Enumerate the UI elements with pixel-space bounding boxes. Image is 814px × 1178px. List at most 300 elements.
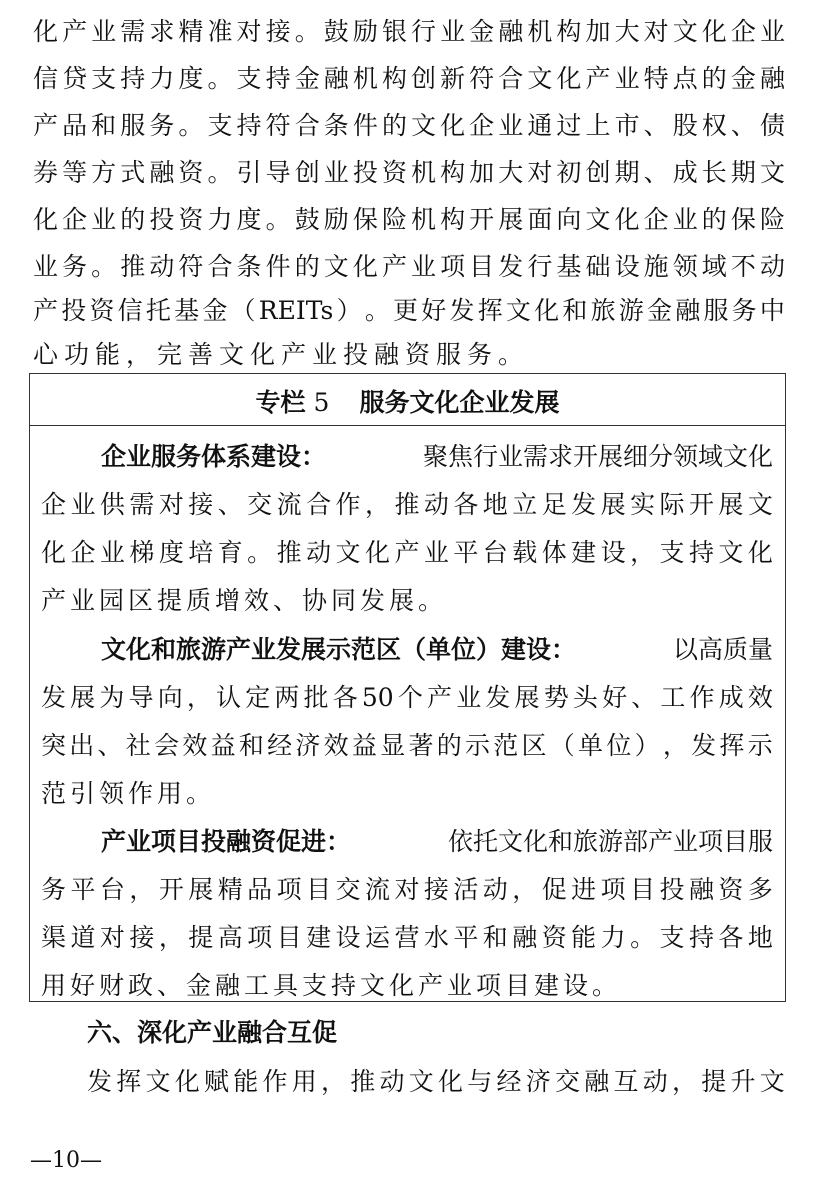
- glyph: 游: [618, 296, 644, 325]
- glyph: 开: [688, 490, 714, 519]
- glyph: 支: [207, 111, 233, 140]
- glyph: 力: [149, 64, 175, 93]
- glyph: 益: [351, 731, 377, 760]
- glyph: 务: [731, 296, 757, 325]
- glyph: 险: [381, 205, 407, 234]
- glyph: 设: [335, 923, 361, 952]
- glyph: 济: [525, 1067, 551, 1096]
- glyph: 平: [453, 538, 479, 567]
- glyph: 业: [70, 490, 96, 519]
- glyph: 地: [747, 923, 773, 952]
- glyph: 发: [449, 296, 475, 325]
- glyph: 业: [614, 64, 640, 93]
- glyph: 出: [69, 731, 95, 760]
- glyph: 金: [294, 64, 320, 93]
- glyph: 符: [469, 64, 495, 93]
- glyph: 对: [643, 17, 669, 46]
- glyph: ，: [630, 538, 656, 567]
- glyph: 展: [188, 875, 214, 904]
- glyph: 创: [585, 158, 611, 187]
- glyph: ，: [129, 875, 155, 904]
- glyph: 上: [585, 111, 611, 140]
- glyph: 互: [613, 1067, 639, 1096]
- item-lead: 产业项目投融资促进：: [101, 827, 352, 856]
- glyph: 向: [556, 205, 582, 234]
- glyph: 中: [759, 296, 785, 325]
- glyph: 推: [350, 1067, 376, 1096]
- glyph: ）: [336, 296, 362, 325]
- glyph: 开: [469, 205, 495, 234]
- glyph: 融: [759, 64, 785, 93]
- glyph: ）: [634, 731, 660, 760]
- glyph: 实: [630, 490, 656, 519]
- glyph: 保: [730, 205, 756, 234]
- glyph: 支: [659, 923, 685, 952]
- box-title-number: 5: [313, 388, 330, 417]
- text-line: 产业园区提质增效、协同发展。: [41, 586, 448, 615]
- glyph: 期: [730, 158, 756, 187]
- glyph: 批: [303, 683, 329, 712]
- glyph: 式: [120, 158, 146, 187]
- glyph: 两: [274, 683, 300, 712]
- text-line: [41, 877, 773, 902]
- glyph: 赋: [204, 1067, 230, 1096]
- text-line: [101, 637, 773, 662]
- text-line: 范引领作用。: [41, 779, 216, 808]
- glyph: 、: [97, 731, 123, 760]
- glyph: 持: [120, 64, 146, 93]
- text-line: [87, 1069, 785, 1094]
- glyph: 加: [585, 17, 611, 46]
- glyph: 与: [467, 1067, 493, 1096]
- glyph: 引: [236, 158, 262, 187]
- glyph: 大: [614, 17, 640, 46]
- glyph: 投: [149, 205, 175, 234]
- glyph: 投: [61, 296, 87, 325]
- glyph: 交: [555, 1067, 581, 1096]
- glyph: 持: [688, 538, 714, 567]
- glyph: 活: [453, 875, 479, 904]
- glyph: 构: [440, 158, 466, 187]
- text-line: [33, 207, 785, 232]
- glyph: 符: [178, 252, 204, 281]
- glyph: 发: [571, 490, 597, 519]
- glyph: 文: [408, 1067, 434, 1096]
- glyph: 业: [411, 252, 437, 281]
- glyph: 金: [202, 296, 228, 325]
- box-title-prefix: 专栏: [255, 388, 306, 417]
- glyph: 化: [174, 1067, 200, 1096]
- glyph: 项: [440, 252, 466, 281]
- glyph: 长: [701, 158, 727, 187]
- glyph: 施: [643, 252, 669, 281]
- glyph: 产: [585, 64, 611, 93]
- glyph: 效: [182, 731, 208, 760]
- glyph: ，: [364, 490, 390, 519]
- glyph: 交: [247, 490, 273, 519]
- glyph: 业: [323, 158, 349, 187]
- glyph: 开: [158, 875, 184, 904]
- glyph: 地: [482, 490, 508, 519]
- glyph: 范: [493, 731, 519, 760]
- glyph: 平: [70, 875, 96, 904]
- glyph: 初: [556, 158, 582, 187]
- glyph: 投: [659, 875, 685, 904]
- glyph: 服: [120, 111, 146, 140]
- glyph: 好: [602, 683, 628, 712]
- text-line: [41, 540, 773, 565]
- glyph: 等: [62, 158, 88, 187]
- glyph: 构: [556, 17, 582, 46]
- glyph: REITs: [258, 296, 334, 325]
- glyph: 著: [408, 731, 434, 760]
- glyph: 目: [306, 875, 332, 904]
- glyph: 域: [701, 252, 727, 281]
- glyph: 示: [747, 731, 773, 760]
- glyph: 和: [562, 296, 588, 325]
- glyph: 效: [323, 731, 349, 760]
- glyph: 点: [672, 64, 698, 93]
- glyph: 能: [571, 923, 597, 952]
- glyph: 励: [352, 17, 378, 46]
- glyph: 渠: [41, 923, 67, 952]
- glyph: 务: [149, 111, 175, 140]
- glyph: 。: [364, 296, 390, 325]
- glyph: 鼓: [323, 17, 349, 46]
- glyph: 展: [498, 205, 524, 234]
- glyph: 资: [178, 158, 204, 187]
- glyph: 银: [381, 17, 407, 46]
- glyph: 企: [643, 205, 669, 234]
- glyph: 发: [485, 683, 511, 712]
- glyph: 社: [125, 731, 151, 760]
- glyph: 文: [145, 1067, 171, 1096]
- glyph: 推: [120, 252, 146, 281]
- glyph: 机: [411, 158, 437, 187]
- glyph: 股: [672, 111, 698, 140]
- glyph: 体: [541, 538, 567, 567]
- glyph: 度: [178, 64, 204, 93]
- glyph: 件: [352, 111, 378, 140]
- glyph: 目: [630, 875, 656, 904]
- glyph: 。: [294, 17, 320, 46]
- glyph: 新: [440, 64, 466, 93]
- glyph: 目: [276, 923, 302, 952]
- glyph: ，: [186, 683, 212, 712]
- glyph: 位: [606, 731, 632, 760]
- glyph: 特: [643, 64, 669, 93]
- glyph: 领: [672, 252, 698, 281]
- glyph: 文: [505, 296, 531, 325]
- glyph: 对: [99, 923, 125, 952]
- glyph: 单: [578, 731, 604, 760]
- glyph: ，: [512, 875, 538, 904]
- glyph: 区: [521, 731, 547, 760]
- glyph: 不: [730, 252, 756, 281]
- glyph: 对: [527, 158, 553, 187]
- glyph: 化: [747, 538, 773, 567]
- glyph: 持: [688, 923, 714, 952]
- glyph: 展: [70, 683, 96, 712]
- glyph: 挥: [477, 296, 503, 325]
- glyph: 融: [498, 17, 524, 46]
- glyph: 信: [33, 64, 59, 93]
- text-line: [41, 925, 773, 950]
- glyph: 作: [262, 1067, 288, 1096]
- glyph: 业: [91, 17, 117, 46]
- glyph: 挥: [116, 1067, 142, 1096]
- glyph: ，: [672, 1067, 698, 1096]
- glyph: 发: [41, 683, 67, 712]
- text-line: [33, 254, 785, 279]
- glyph: 能: [233, 1067, 259, 1096]
- glyph: 件: [265, 252, 291, 281]
- glyph: 作: [689, 683, 715, 712]
- glyph: 文: [747, 490, 773, 519]
- glyph: 化: [33, 17, 59, 46]
- glyph: 资: [381, 158, 407, 187]
- glyph: 。: [265, 205, 291, 234]
- text-line: [33, 66, 785, 91]
- feature-box-title: [30, 390, 785, 415]
- glyph: 资: [89, 296, 115, 325]
- glyph: 台: [99, 875, 125, 904]
- text-line: [101, 444, 773, 469]
- glyph: 动: [482, 875, 508, 904]
- glyph: 加: [469, 158, 495, 187]
- text-line: [41, 685, 773, 710]
- glyph: 、: [217, 490, 243, 519]
- glyph: 展: [600, 490, 626, 519]
- glyph: 面: [527, 205, 553, 234]
- glyph: 向: [157, 683, 183, 712]
- glyph: 多: [747, 875, 773, 904]
- glyph: 企: [62, 205, 88, 234]
- text-line: [33, 298, 785, 323]
- text-line: [33, 19, 785, 44]
- glyph: 挥: [719, 731, 745, 760]
- glyph: 的: [436, 731, 462, 760]
- feature-box-header: [30, 374, 785, 426]
- glyph: 更: [393, 296, 419, 325]
- glyph: 的: [120, 205, 146, 234]
- glyph: 励: [323, 205, 349, 234]
- glyph: 的: [381, 111, 407, 140]
- glyph: 企: [41, 490, 67, 519]
- glyph: 创: [411, 64, 437, 93]
- glyph: 、: [730, 111, 756, 140]
- glyph: 托: [145, 296, 171, 325]
- text-line: [33, 160, 785, 185]
- glyph: 。: [91, 252, 117, 281]
- glyph: 设: [614, 252, 640, 281]
- text-line: 用好财政、金融工具支持文化产业项目建设。: [41, 971, 622, 1000]
- glyph: 产: [427, 683, 453, 712]
- glyph: 产: [381, 252, 407, 281]
- glyph: （: [549, 731, 575, 760]
- glyph: 济: [295, 731, 321, 760]
- glyph: 育: [217, 538, 243, 567]
- glyph: 流: [276, 490, 302, 519]
- glyph: 产: [33, 296, 59, 325]
- glyph: 50: [361, 683, 394, 712]
- glyph: 载: [512, 538, 538, 567]
- glyph: 促: [541, 875, 567, 904]
- glyph: 。: [207, 64, 233, 93]
- glyph: 动: [759, 252, 785, 281]
- glyph: 融: [149, 158, 175, 187]
- glyph: 对: [236, 17, 262, 46]
- glyph: 运: [364, 923, 390, 952]
- glyph: 际: [659, 490, 685, 519]
- glyph: 工: [660, 683, 686, 712]
- glyph: 力: [600, 923, 626, 952]
- glyph: 合: [306, 490, 332, 519]
- glyph: 业: [423, 538, 449, 567]
- glyph: 贷: [62, 64, 88, 93]
- glyph: 础: [585, 252, 611, 281]
- glyph: 持: [236, 111, 262, 140]
- glyph: 的: [701, 64, 727, 93]
- glyph: 化: [352, 252, 378, 281]
- glyph: 经: [496, 1067, 522, 1096]
- glyph: 资: [178, 205, 204, 234]
- glyph: 期: [614, 158, 640, 187]
- glyph: 益: [210, 731, 236, 760]
- glyph: 服: [703, 296, 729, 325]
- glyph: 势: [543, 683, 569, 712]
- glyph: 。: [247, 538, 273, 567]
- glyph: 业: [91, 205, 117, 234]
- glyph: 产: [62, 17, 88, 46]
- glyph: 接: [423, 875, 449, 904]
- glyph: ，: [321, 1067, 347, 1096]
- glyph: 进: [571, 875, 597, 904]
- glyph: 化: [556, 64, 582, 93]
- glyph: 流: [364, 875, 390, 904]
- glyph: 基: [174, 296, 200, 325]
- glyph: 化: [33, 205, 59, 234]
- glyph: 条: [236, 252, 262, 281]
- glyph: 力: [207, 205, 233, 234]
- glyph: 精: [178, 17, 204, 46]
- glyph: 符: [265, 111, 291, 140]
- glyph: 动: [423, 490, 449, 519]
- glyph: 动: [149, 252, 175, 281]
- item-lead: 文化和旅游产业发展示范区（单位）建设：: [101, 635, 577, 664]
- glyph: 业: [440, 17, 466, 46]
- glyph: 化: [614, 205, 640, 234]
- glyph: 机: [352, 64, 378, 93]
- item-lead: 企业服务体系建设：: [101, 442, 327, 471]
- glyph: 项: [247, 923, 273, 952]
- item-text: 依托文化和旅游部产业项目服: [447, 827, 773, 856]
- glyph: 资: [541, 923, 567, 952]
- glyph: 、: [631, 683, 657, 712]
- glyph: 融: [512, 923, 538, 952]
- glyph: 化: [534, 296, 560, 325]
- glyph: 文: [323, 252, 349, 281]
- glyph: 文: [672, 17, 698, 46]
- glyph: 金: [469, 17, 495, 46]
- text-line: [41, 733, 773, 758]
- glyph: 建: [571, 538, 597, 567]
- glyph: 建: [306, 923, 332, 952]
- glyph: 动: [306, 538, 332, 567]
- glyph: 险: [759, 205, 785, 234]
- glyph: 保: [352, 205, 378, 234]
- glyph: 精: [217, 875, 243, 904]
- glyph: 业: [759, 17, 785, 46]
- glyph: 大: [498, 158, 524, 187]
- glyph: 认: [216, 683, 242, 712]
- glyph: 业: [672, 205, 698, 234]
- glyph: 成: [718, 683, 744, 712]
- glyph: 文: [718, 538, 744, 567]
- glyph: 交: [335, 875, 361, 904]
- glyph: 机: [527, 17, 553, 46]
- glyph: 投: [352, 158, 378, 187]
- glyph: 推: [276, 538, 302, 567]
- glyph: 培: [188, 538, 214, 567]
- glyph: 经: [267, 731, 293, 760]
- glyph: 融: [675, 296, 701, 325]
- glyph: 项: [276, 875, 302, 904]
- glyph: 示: [464, 731, 490, 760]
- glyph: 务: [62, 252, 88, 281]
- glyph: 准: [207, 17, 233, 46]
- glyph: 对: [394, 875, 420, 904]
- glyph: 文: [759, 1067, 785, 1096]
- glyph: 合: [498, 64, 524, 93]
- glyph: 平: [453, 923, 479, 952]
- glyph: 。: [630, 923, 656, 952]
- glyph: ，: [662, 731, 688, 760]
- glyph: 动: [642, 1067, 668, 1096]
- glyph: 设: [600, 538, 626, 567]
- glyph: 接: [129, 923, 155, 952]
- glyph: 金: [647, 296, 673, 325]
- box-title-text: 服务文化企业发展: [359, 388, 560, 417]
- glyph: 务: [41, 875, 67, 904]
- glyph: 机: [411, 205, 437, 234]
- glyph: 合: [294, 111, 320, 140]
- glyph: 效: [747, 683, 773, 712]
- section-heading: 六、深化产业融合互促: [87, 1018, 338, 1047]
- glyph: 过: [556, 111, 582, 140]
- glyph: 业: [498, 111, 524, 140]
- glyph: 市: [614, 111, 640, 140]
- glyph: 发: [87, 1067, 113, 1096]
- glyph: 用: [291, 1067, 317, 1096]
- glyph: 融: [584, 1067, 610, 1096]
- glyph: 动: [379, 1067, 405, 1096]
- glyph: 信: [117, 296, 143, 325]
- glyph: 水: [423, 923, 449, 952]
- glyph: 作: [335, 490, 361, 519]
- glyph: 好: [421, 296, 447, 325]
- glyph: 券: [33, 158, 59, 187]
- glyph: 目: [469, 252, 495, 281]
- glyph: 梯: [129, 538, 155, 567]
- glyph: 提: [701, 1067, 727, 1096]
- glyph: 高: [217, 923, 243, 952]
- glyph: 支: [659, 538, 685, 567]
- glyph: 文: [335, 538, 361, 567]
- glyph: 债: [759, 111, 785, 140]
- glyph: 度: [236, 205, 262, 234]
- glyph: 导: [128, 683, 154, 712]
